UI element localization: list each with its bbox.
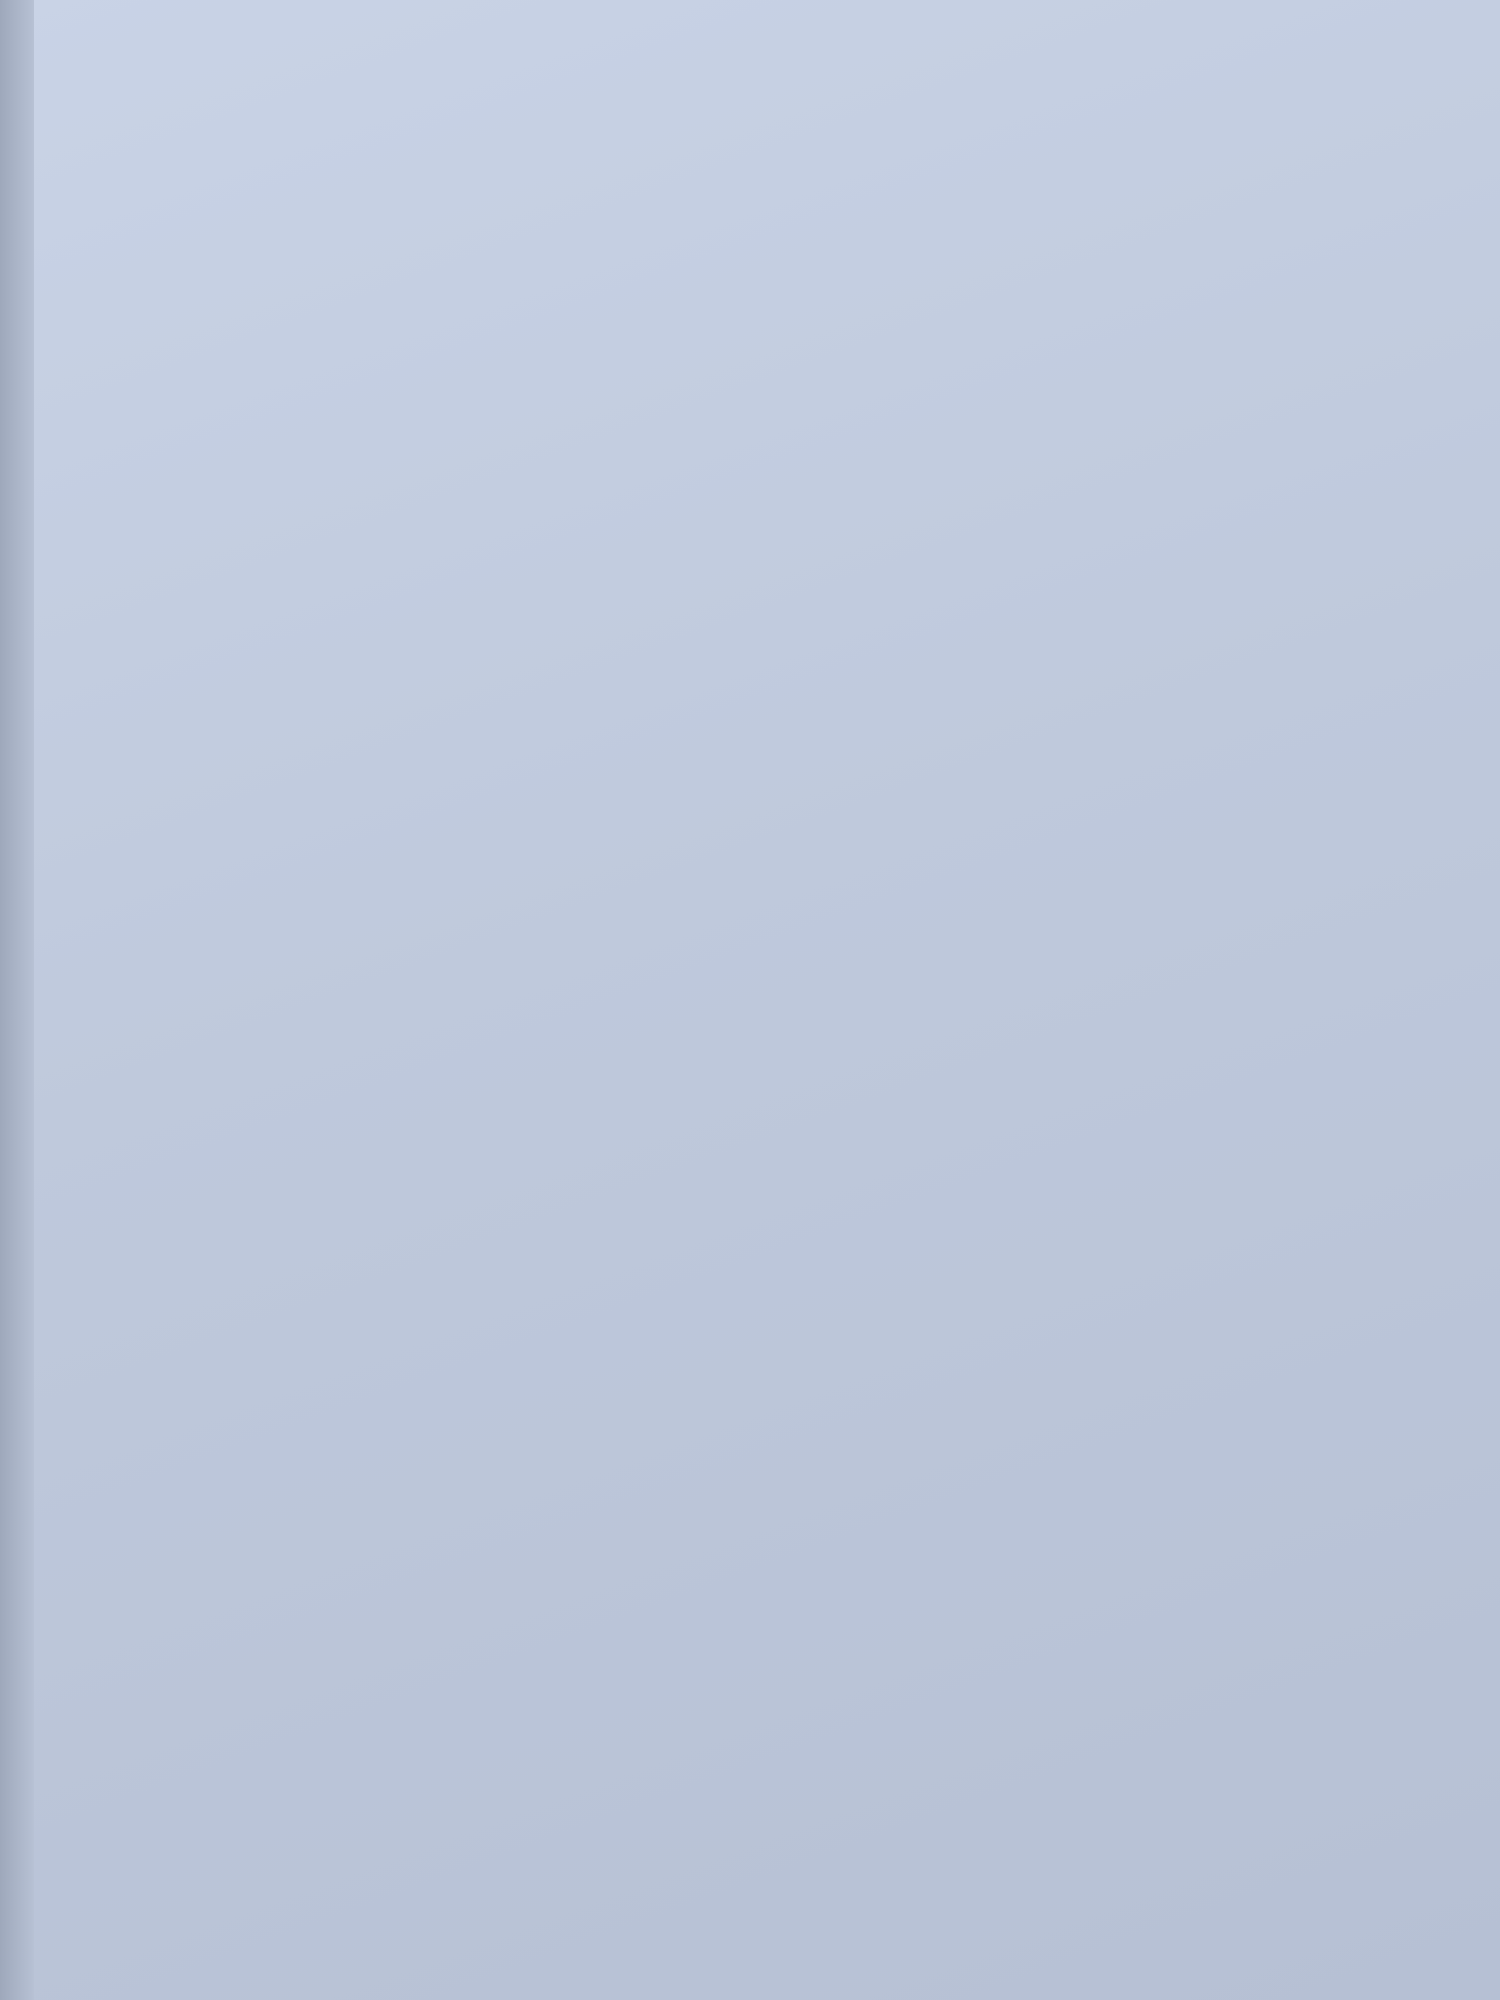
book-page: [112, 0, 1352, 2000]
page-edge: [0, 0, 34, 2000]
